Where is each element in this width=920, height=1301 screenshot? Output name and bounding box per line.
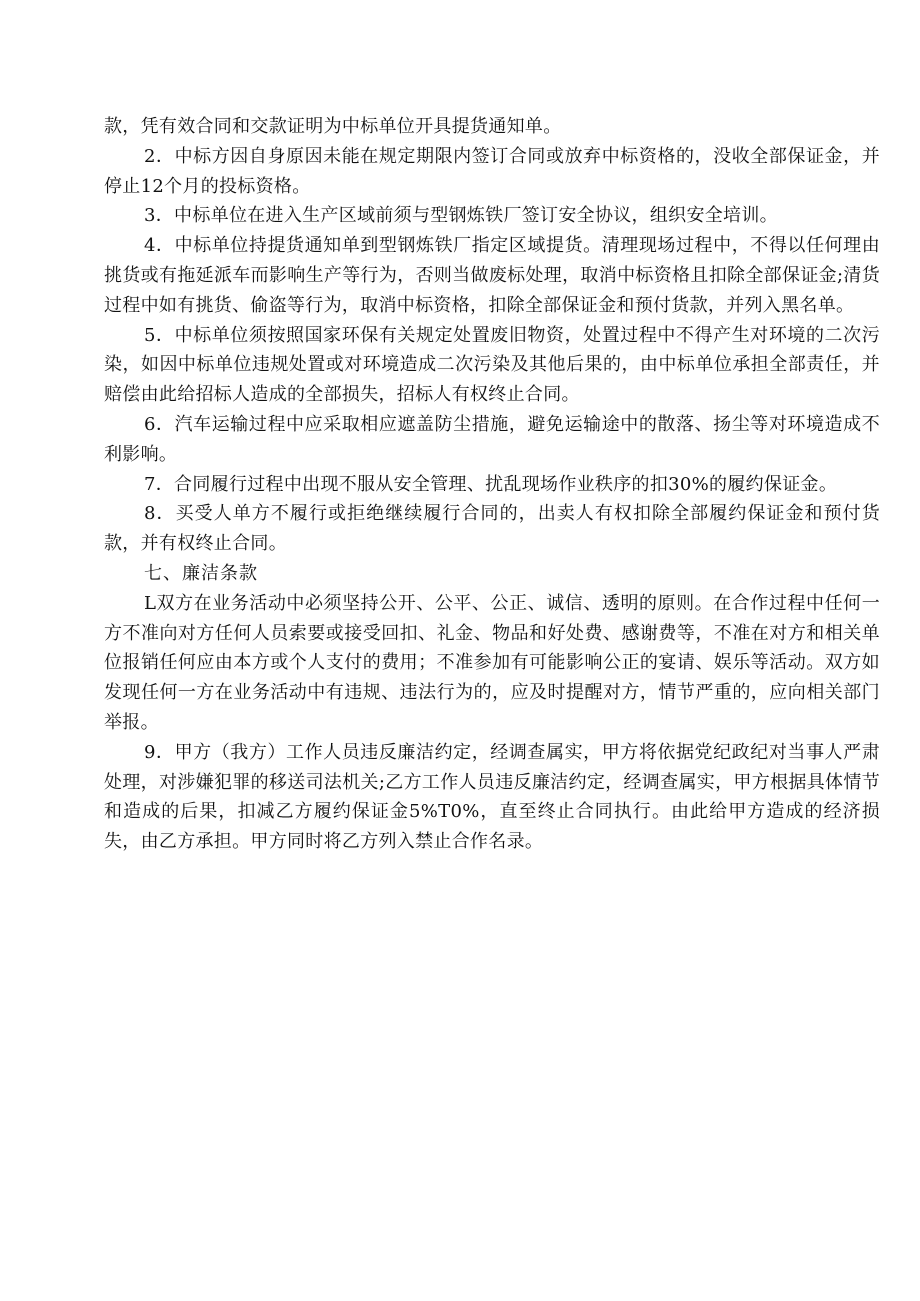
integrity-clause-9: 9．甲方（我方）工作人员违反廉洁约定，经调查属实，甲方将依据党纪政纪对当事人严肃处理，对涉嫌犯罪的移送司法机关;乙方工作人员违反廉洁约定，经调查属实，甲方根据具体情节和造成的后果，扣减乙方履约保证金5%T0%，直至终止合同执行。由此给甲方造成的经济损失，由乙方承担。甲方同时将乙方列入禁止合作名录。: [104, 741, 880, 853]
clause-7: 7．合同履行过程中出现不服从安全管理、扰乱现场作业秩序的扣30%的履约保证金。: [144, 473, 838, 495]
document-page: [104, 112, 880, 857]
clause-4: 4．中标单位持提货通知单到型钢炼铁厂指定区域提货。清理现场过程中，不得以任何理由挑货或有拖延派车而影响生产等行为，否则当做废标处理，取消中标资格且扣除全部保证金;清货过程中如有挑货、偷盗等行为，取消中标资格，扣除全部保证金和预付货款，并列入黑名单。: [104, 235, 880, 316]
clause-3: 3．中标单位在进入生产区域前须与型钢炼铁厂签订安全协议，组织安全培训。: [144, 205, 778, 227]
clause-5: 5．中标单位须按照国家环保有关规定处置废旧物资，处置过程中不得产生对环境的二次污染，如因中标单位违规处置或对环境造成二次污染及其他后果的，由中标单位承担全部责任，并赔偿由此给招标人造成的全部损失，招标人有权终止合同。: [104, 324, 880, 406]
clause-8: 8．买受人单方不履行或拒绝继续履行合同的，出卖人有权扣除全部履约保证金和预付货款，并有权终止合同。: [104, 503, 880, 555]
paragraph-continuation: 款，凭有效合同和交款证明为中标单位开具提货通知单。: [104, 116, 562, 137]
integrity-clause-1: L双方在业务活动中必须坚持公开、公平、公正、诚信、透明的原则。在合作过程中任何一方不准向对方任何人员索要或接受回扣、礼金、物品和好处费、感谢费等，不准在对方和相关单位报销任何应由本方或个人支付的费用；不准参加有可能影响公正的宴请、娱乐等活动。双方如发现任何一方在业务活动中有违规、违法行为的，应及时提醒对方，情节严重的，应向相关部门举报。: [104, 592, 880, 733]
clause-2: 2．中标方因自身原因未能在规定期限内签订合同或放弃中标资格的，没收全部保证金，并停止12个月的投标资格。: [104, 145, 880, 197]
clause-6: 6．汽车运输过程中应采取相应遮盖防尘措施，避免运输途中的散落、扬尘等对环境造成不利影响。: [104, 413, 880, 465]
section-heading-integrity: 七、廉洁条款: [144, 562, 258, 584]
